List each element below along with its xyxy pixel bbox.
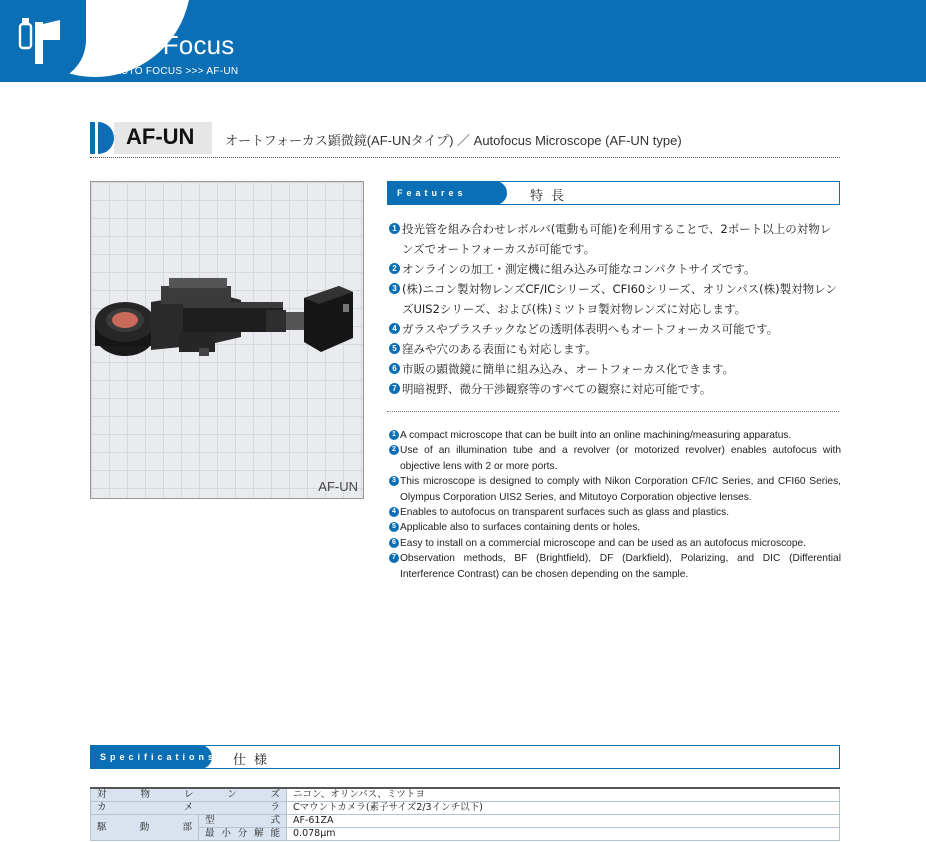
list-item: 1 投光管を組み合わせレボルバ(電動も可能)を利用することで、2ポート以上の対物レンズでオートフォーカスが可能です。 bbox=[389, 219, 841, 259]
number-badge: 3 bbox=[389, 283, 400, 294]
spec-label: 対物レンズ bbox=[91, 788, 287, 802]
dotted-divider bbox=[90, 157, 840, 158]
spec-sublabel: 最小分解能 bbox=[199, 828, 287, 841]
microscope-icon bbox=[14, 10, 70, 66]
list-item: 5 Applicable also to surfaces containing dents or holes. bbox=[389, 520, 841, 535]
product-title-bar bbox=[90, 122, 95, 154]
list-item: 4 ガラスやプラスチックなどの透明体表明へもオートフォーカス可能です。 bbox=[389, 319, 841, 339]
list-item: 7 明暗視野、微分干渉観察等のすべての観察に対応可能です。 bbox=[389, 379, 841, 399]
features-label: Features bbox=[387, 181, 507, 205]
list-item: 1 A compact microscope that can be built into an online machining/measuring apparatus. bbox=[389, 428, 841, 443]
features-list-jp bbox=[389, 219, 841, 399]
page-title: Auto Focus bbox=[101, 30, 235, 60]
number-badge: 7 bbox=[389, 383, 400, 394]
table-row bbox=[91, 815, 840, 828]
specifications-label: Specifications bbox=[90, 745, 212, 769]
list-item: 6 市販の顕微鏡に簡単に組み込み、オートフォーカス化できます。 bbox=[389, 359, 841, 379]
list-item: 3 (株)ニコン製対物レンズCF/ICシリーズ、CFI60シリーズ、オリンパス(株)製対物レンズUIS2シリーズ、および(株)ミツトヨ製対物レンズに対応します。 bbox=[389, 279, 841, 319]
number-badge: 4 bbox=[389, 323, 400, 334]
number-badge: 1 bbox=[389, 430, 399, 440]
spec-sublabel: 型式 bbox=[199, 815, 287, 828]
product-photo bbox=[90, 181, 364, 499]
number-badge: 6 bbox=[389, 363, 400, 374]
number-badge: 2 bbox=[389, 445, 399, 455]
microscope-illustration bbox=[91, 182, 364, 499]
table-row bbox=[91, 788, 840, 802]
photo-caption: AF-UN bbox=[318, 479, 358, 494]
product-description: オートフォーカス顕微鏡(AF-UNタイプ) ／ Autofocus Microscope (AF-UN type) bbox=[225, 133, 682, 148]
header-icon-box bbox=[0, 0, 86, 82]
list-item: 6 Easy to install on a commercial microscope and can be used as an autofocus microscope. bbox=[389, 536, 841, 551]
number-badge: 7 bbox=[389, 553, 399, 563]
spec-label: カメラ bbox=[91, 802, 287, 815]
grid-icon bbox=[103, 67, 111, 75]
features-label-jp: 特長 bbox=[530, 189, 573, 204]
specifications-label-jp: 仕様 bbox=[233, 753, 276, 768]
number-badge: 4 bbox=[389, 507, 399, 517]
spec-value: AF-61ZA bbox=[287, 815, 840, 828]
table-row bbox=[91, 802, 840, 815]
number-badge: 5 bbox=[389, 522, 399, 532]
number-badge: 5 bbox=[389, 343, 400, 354]
spec-group-label: 駆動部 bbox=[91, 815, 199, 841]
spec-value: ニコン、オリンパス、ミツトヨ bbox=[287, 788, 840, 802]
product-name: AF-UN bbox=[126, 124, 195, 149]
list-item: 3 This microscope is designed to comply with Nikon Corporation CF/IC Series, and CFI60 Series, Olympus Corporation UIS2 Series, and Mitutoyo Corporation objective lenses. bbox=[389, 474, 841, 505]
list-item: 5 窪みや穴のある表面にも対応します。 bbox=[389, 339, 841, 359]
product-title-half-circle bbox=[98, 122, 114, 154]
table-row bbox=[91, 828, 840, 841]
list-item: 4 Enables to autofocus on transparent surfaces such as glass and plastics. bbox=[389, 505, 841, 520]
breadcrumb: AUTO FOCUS >>> AF-UN bbox=[103, 66, 238, 77]
number-badge: 2 bbox=[389, 263, 400, 274]
list-item: 7 Observation methods, BF (Brightfield), DF (Darkfield), Polarizing, and DIC (Differential Interference Contrast) can be chosen depending on the sample. bbox=[389, 551, 841, 582]
specifications-table bbox=[90, 787, 840, 841]
number-badge: 1 bbox=[389, 223, 400, 234]
spec-value: Cマウントカメラ(素子サイズ2/3インチ以下) bbox=[287, 802, 840, 815]
spec-value: 0.078μm bbox=[287, 828, 840, 841]
number-badge: 6 bbox=[389, 538, 399, 548]
features-list-en bbox=[389, 428, 841, 582]
features-divider bbox=[387, 411, 839, 412]
number-badge: 3 bbox=[389, 476, 399, 486]
list-item: 2 Use of an illumination tube and a revolver (or motorized revolver) enables autofocus with objective lens with 2 or more ports. bbox=[389, 443, 841, 474]
list-item: 2 オンラインの加工・測定機に組み込み可能なコンパクトサイズです。 bbox=[389, 259, 841, 279]
